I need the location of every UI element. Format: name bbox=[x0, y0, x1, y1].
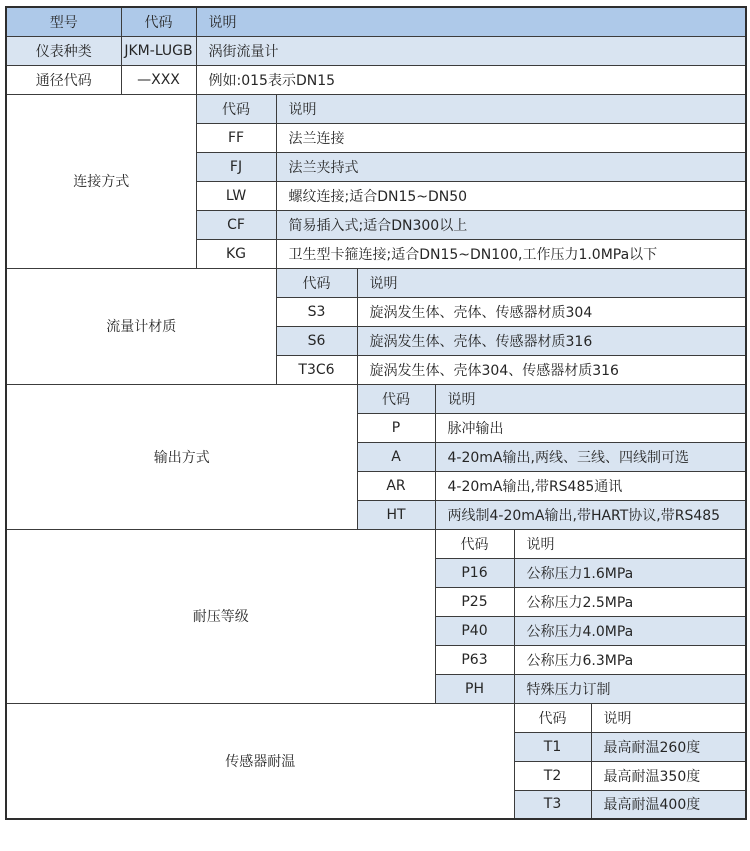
section-label-output: 输出方式 bbox=[6, 384, 357, 529]
section-header-row bbox=[6, 529, 746, 558]
desc-cell: 脉冲输出 bbox=[435, 413, 746, 442]
code-cell: AR bbox=[357, 471, 435, 500]
header-model-cell: 型号 bbox=[6, 7, 121, 36]
model-selection-table bbox=[5, 6, 747, 820]
desc-cell: 公称压力6.3MPa bbox=[514, 645, 746, 674]
desc-cell: 法兰夹持式 bbox=[276, 152, 746, 181]
code-cell: P16 bbox=[435, 558, 514, 587]
code-cell: T3C6 bbox=[276, 355, 357, 384]
header-code-cell: 代码 bbox=[121, 7, 196, 36]
sub-header-desc-cell: 说明 bbox=[276, 94, 746, 123]
desc-cell: 最高耐温260度 bbox=[591, 732, 746, 761]
row-label-cell: 仪表种类 bbox=[6, 36, 121, 65]
section-label-connection: 连接方式 bbox=[6, 94, 196, 268]
code-cell: P40 bbox=[435, 616, 514, 645]
code-cell: HT bbox=[357, 500, 435, 529]
sub-header-code-cell: 代码 bbox=[276, 268, 357, 297]
code-cell: KG bbox=[196, 239, 276, 268]
row-label-cell: 通径代码 bbox=[6, 65, 121, 94]
code-cell: T3 bbox=[514, 790, 591, 819]
desc-cell: 4-20mA输出,带RS485通讯 bbox=[435, 471, 746, 500]
code-cell: A bbox=[357, 442, 435, 471]
header-desc-cell: 说明 bbox=[196, 7, 746, 36]
desc-cell: 最高耐温400度 bbox=[591, 790, 746, 819]
desc-cell: 简易插入式;适合DN300以上 bbox=[276, 210, 746, 239]
sub-header-desc-cell: 说明 bbox=[357, 268, 746, 297]
desc-cell: 卫生型卡箍连接;适合DN15~DN100,工作压力1.0MPa以下 bbox=[276, 239, 746, 268]
section-header-row bbox=[6, 94, 746, 123]
desc-cell: 旋涡发生体、壳体、传感器材质304 bbox=[357, 297, 746, 326]
table-row bbox=[6, 36, 746, 65]
code-cell: T2 bbox=[514, 761, 591, 790]
table-header-row bbox=[6, 7, 746, 36]
section-header-row bbox=[6, 384, 746, 413]
desc-cell: 4-20mA输出,两线、三线、四线制可选 bbox=[435, 442, 746, 471]
desc-cell: 公称压力4.0MPa bbox=[514, 616, 746, 645]
code-cell: PH bbox=[435, 674, 514, 703]
section-label-temperature: 传感器耐温 bbox=[6, 703, 514, 819]
code-cell: S3 bbox=[276, 297, 357, 326]
desc-cell: 旋涡发生体、壳体、传感器材质316 bbox=[357, 326, 746, 355]
desc-cell: 公称压力2.5MPa bbox=[514, 587, 746, 616]
code-cell: P25 bbox=[435, 587, 514, 616]
sub-header-code-cell: 代码 bbox=[514, 703, 591, 732]
sub-header-code-cell: 代码 bbox=[357, 384, 435, 413]
section-label-pressure: 耐压等级 bbox=[6, 529, 435, 703]
code-cell: P63 bbox=[435, 645, 514, 674]
code-cell: —XXX bbox=[121, 65, 196, 94]
section-header-row bbox=[6, 268, 746, 297]
desc-cell: 涡街流量计 bbox=[196, 36, 746, 65]
desc-cell: 特殊压力订制 bbox=[514, 674, 746, 703]
desc-cell: 螺纹连接;适合DN15~DN50 bbox=[276, 181, 746, 210]
section-header-row bbox=[6, 703, 746, 732]
sub-header-code-cell: 代码 bbox=[196, 94, 276, 123]
sub-header-code-cell: 代码 bbox=[435, 529, 514, 558]
sub-header-desc-cell: 说明 bbox=[435, 384, 746, 413]
code-cell: T1 bbox=[514, 732, 591, 761]
sub-header-desc-cell: 说明 bbox=[591, 703, 746, 732]
code-cell: JKM-LUGB bbox=[121, 36, 196, 65]
section-label-material: 流量计材质 bbox=[6, 268, 276, 384]
code-cell: LW bbox=[196, 181, 276, 210]
desc-cell: 最高耐温350度 bbox=[591, 761, 746, 790]
code-cell: P bbox=[357, 413, 435, 442]
code-cell: FJ bbox=[196, 152, 276, 181]
desc-cell: 例如:015表示DN15 bbox=[196, 65, 746, 94]
desc-cell: 两线制4-20mA输出,带HART协议,带RS485 bbox=[435, 500, 746, 529]
desc-cell: 法兰连接 bbox=[276, 123, 746, 152]
table-row bbox=[6, 65, 746, 94]
code-cell: S6 bbox=[276, 326, 357, 355]
desc-cell: 旋涡发生体、壳体304、传感器材质316 bbox=[357, 355, 746, 384]
desc-cell: 公称压力1.6MPa bbox=[514, 558, 746, 587]
code-cell: FF bbox=[196, 123, 276, 152]
code-cell: CF bbox=[196, 210, 276, 239]
sub-header-desc-cell: 说明 bbox=[514, 529, 746, 558]
